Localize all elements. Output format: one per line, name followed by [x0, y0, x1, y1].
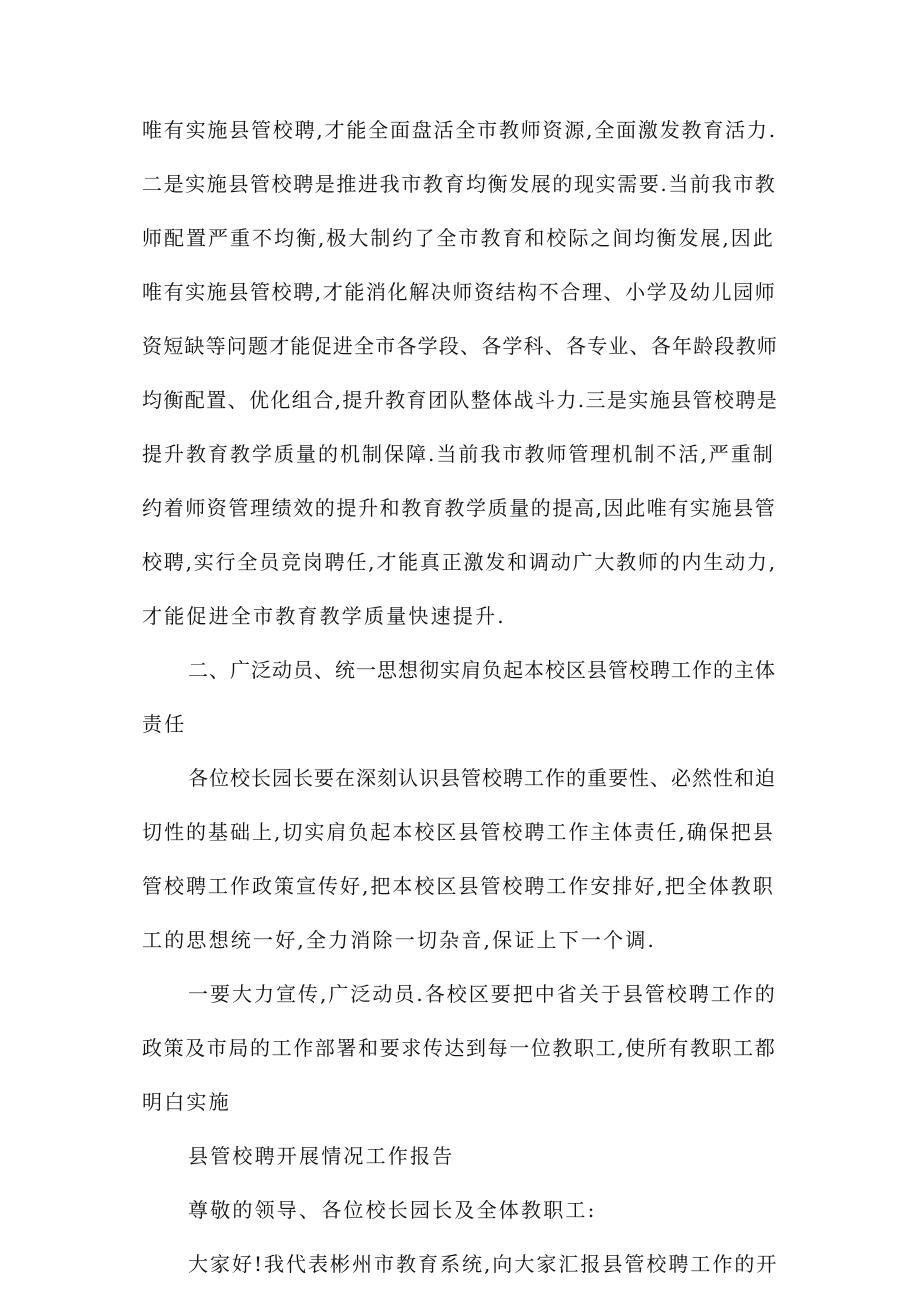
report-title: 县管校聘开展情况工作报告 — [188, 1144, 455, 1168]
text-line: 提升教育教学质量的机制保障.当前我市教师管理机制不活,严重制 — [142, 442, 775, 466]
text-line: 明白实施 — [142, 1090, 231, 1114]
section-heading-continued: 责任 — [142, 712, 187, 736]
text-line: 一要大力宣传,广泛动员.各校区要把中省关于县管校聘工作的 — [188, 982, 777, 1006]
text-line: 二是实施县管校聘是推进我市教育均衡发展的现实需要.当前我市教 — [142, 172, 777, 196]
salutation: 尊敬的领导、各位校长园长及全体教职工: — [188, 1198, 597, 1222]
text-line: 管校聘工作政策宣传好,把本校区县管校聘工作安排好,把全体教职 — [142, 874, 775, 898]
text-line: 大家好!我代表彬州市教育系统,向大家汇报县管校聘工作的开 — [188, 1252, 779, 1276]
section-heading: 二、广泛动员、统一思想彻实肩负起本校区县管校聘工作的主体 — [188, 658, 776, 682]
text-line: 唯有实施县管校聘,才能全面盘活全市教师资源,全面激发教育活力. — [142, 118, 777, 142]
text-line: 政策及市局的工作部署和要求传达到每一位教职工,使所有教职工都 — [142, 1036, 777, 1060]
text-line: 才能促进全市教育教学质量快速提升. — [142, 604, 506, 628]
text-line: 工的思想统一好,全力消除一切杂音,保证上下一个调. — [142, 928, 657, 952]
text-line: 均衡配置、优化组合,提升教育团队整体战斗力.三是实施县管校聘是 — [142, 388, 779, 412]
text-line: 校聘,实行全员竞岗聘任,才能真正激发和调动广大教师的内生动力, — [142, 550, 777, 574]
text-line: 约着师资管理绩效的提升和教育教学质量的提高,因此唯有实施县管 — [142, 496, 777, 520]
text-line: 各位校长园长要在深刻认识县管校聘工作的重要性、必然性和迫 — [188, 766, 776, 790]
text-line: 师配置严重不均衡,极大制约了全市教育和校际之间均衡发展,因此 — [142, 226, 775, 250]
text-line: 切性的基础上,切实肩负起本校区县管校聘工作主体责任,确保把县 — [142, 820, 775, 844]
text-line: 资短缺等问题才能促进全市各学段、各学科、各专业、各年龄段教师 — [142, 334, 778, 358]
text-line: 唯有实施县管校聘,才能消化解决师资结构不合理、小学及幼儿园师 — [142, 280, 777, 304]
